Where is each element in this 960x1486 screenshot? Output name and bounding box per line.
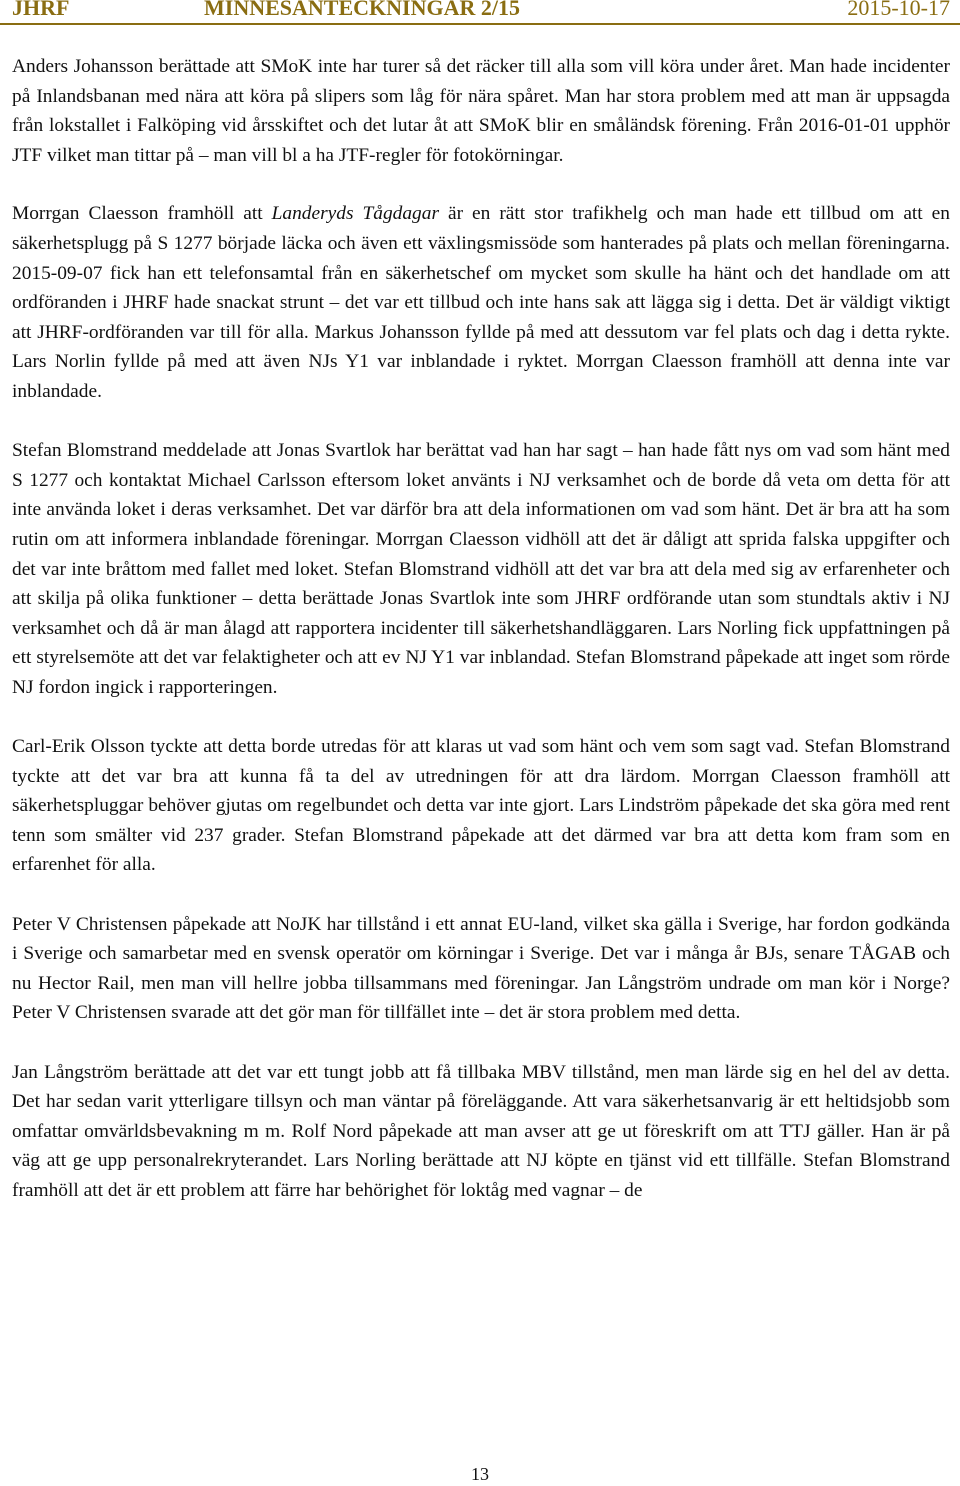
- header-rule: [0, 23, 960, 25]
- page-header: [0, 0, 960, 26]
- paragraph-1: Anders Johansson berättade att SMoK inte har turer så det räcker till alla som vill köra under året. Man hade incidenter på Inlandsbanan med nära att köra på slipers som låg för nära spåret. Man har stora problem med att man är uppsagda från lokstallet i Falköping vid årsskiftet och det lutar åt att SMoK blir en småländsk förening. Från 2016-01-01 upphör JTF vilket man tittar på – man vill bl a ha JTF-regler för fotokörningar.: [12, 56, 950, 166]
- header-date: 2015-10-17: [847, 0, 950, 20]
- paragraph-2-before: Morrgan Claesson framhöll att: [12, 203, 272, 225]
- event-name-italic: Landeryds Tågdagar: [271, 203, 439, 225]
- paragraph-5: Peter V Christensen påpekade att NoJK har tillstånd i ett annat EU-land, vilket ska gälla i Sverige, har fordon godkända i Sverige och samarbetar med en svensk operatör om körningar i Sverige. Det var i många år BJs, senare TÅGAB och nu Hector Rail, men man vill hellre jobba tillsammans med föreningar. Jan Långström undrade om man kör i Norge? Peter V Christensen svarade att det gör man för tillfället inte – det är stora problem med detta.: [12, 913, 950, 1024]
- page-number: 13: [471, 1464, 489, 1484]
- header-title: MINNESANTECKNINGAR 2/15: [204, 0, 520, 20]
- header-org: JHRF: [12, 0, 70, 20]
- paragraph-2: [12, 199, 950, 406]
- paragraph-6: Jan Långström berättade att det var ett tungt jobb att få tillbaka MBV tillstånd, men man lärde sig en hel del av detta. Det har sedan varit ytterligare tillsyn och man väntar på föreläggande. Att vara säkerhetsanvarig är ett heltidsjobb som omfattar omvärldsbevakning m m. Rolf Nord påpekade att man avser att ge ut föreskrift om att TTJ gäller. Han är på väg att ge upp personalrekryterandet. Lars Norling berättade att NJ köpte en tjänst vid ett tillfälle. Stefan Blomstrand framhöll att det är ett problem att färre har behörighet för loktåg med vagnar – de: [12, 1061, 950, 1201]
- paragraph-2-after: är en rätt stor trafikhelg och man hade ett tillbud om att en säkerhetsplugg på S 1277 började läcka och även ett växlingsmissöde som hanterades på plats och mellan föreningarna. 2015-09-07 fick han ett telefonsamtal från en säkerhetschef om mycket som skulle ha hänt och det handlade om att ordföranden i JHRF hade snackat strunt – det var ett tillbud och inte hans sak att lägga sig i detta. Det är väldigt viktigt att JHRF-ordföranden var till för alla. Markus Johansson fyllde på med att dessutom var fel plats och dag i detta rykte. Lars Norlin fyllde på med att även NJs Y1 var inblandade i ryktet. Morrgan Claesson framhöll att denna inte var inblandade.: [12, 203, 950, 402]
- paragraph-3: Stefan Blomstrand meddelade att Jonas Svartlok har berättat vad han har sagt – han hade fått nys om vad som hänt med S 1277 och kontaktat Michael Carlsson eftersom loket använts i NJ verksamhet och de borde då veta om detta för att inte använda loket i deras verksamhet. Det var därför bra att dela informationen om vad som hänt. Det är bra att ha som rutin om att informera inblandade föreningar. Morrgan Claesson vidhöll att det är dåligt att sprida falska uppgifter och det var inte bråttom med fallet med loket. Stefan Blomstrand vidhöll att det var bra att dela med sig av erfarenheter och att skilja på olika funktioner – detta berättade Jonas Svartlok inte som JHRF ordförande utan som stundtals aktiv i NJ verksamhet och då är man ålagd att rapportera incidenter till säkerhetshandläggaren. Lars Norling fick uppfattningen på ett styrelsemöte att det var felaktigheter och att ev NJ Y1 var inblandad. Stefan Blomstrand påpekade att inget som rörde NJ fordon ingick i rapporteringen.: [12, 440, 950, 698]
- paragraph-4: Carl-Erik Olsson tyckte att detta borde utredas för att klaras ut vad som hänt och vem som sagt vad. Stefan Blomstrand tyckte att det var bra att kunna få ta del av utredningen för att dra lärdom. Morrgan Claesson framhöll att säkerhetspluggar behöver gjutas om regelbundet och detta var inte gjort. Lars Lindström påpekade det ska göra med rent tenn som smälter vid 237 grader. Stefan Blomstrand påpekade att det därmed var bra att detta kom fram som en erfarenhet för alla.: [12, 736, 950, 876]
- document-body: [12, 52, 950, 1235]
